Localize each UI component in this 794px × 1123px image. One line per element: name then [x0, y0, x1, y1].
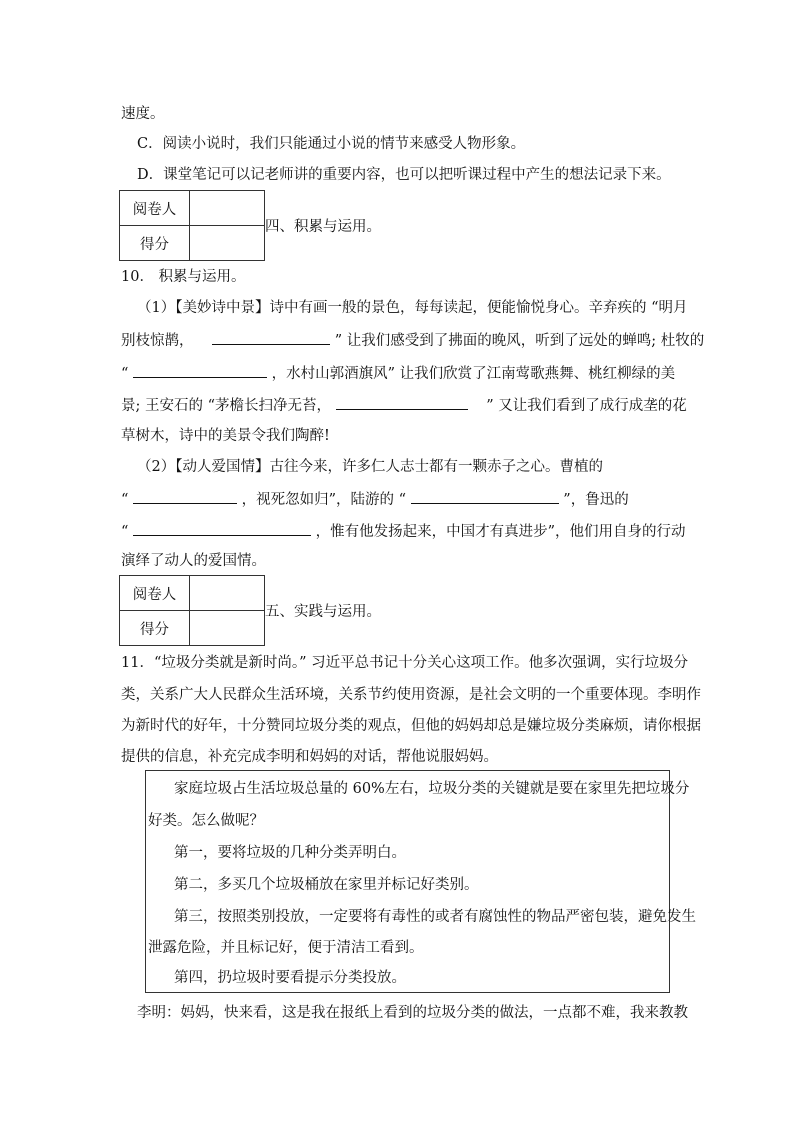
sub-question-1: （1）【美妙诗中景】诗中有画一般的景色，每每读起，便能愉悦身心。辛弃疾的 “明月	[137, 300, 688, 316]
answer-blank[interactable]	[133, 520, 311, 536]
score-cell	[190, 611, 265, 646]
dialogue-line: 李明：妈妈，快来看，这是我在报纸上看到的垃圾分类的做法，一点都不难，我来教教	[137, 1005, 688, 1021]
question-10-title: 10． 积累与运用。	[121, 269, 246, 285]
score-label: 得分	[120, 611, 190, 646]
score-label: 得分	[120, 226, 190, 261]
text-line: 速度。	[121, 106, 165, 122]
option-d: D．课堂笔记可以记老师讲的重要内容，也可以把听课过程中产生的想法记录下来。	[137, 167, 671, 183]
text-line	[121, 520, 686, 542]
sub-question-2: （2）【动人爱国情】古往今来，许多仁人志士都有一颗赤子之心。曹植的	[137, 459, 603, 475]
score-table-four	[119, 190, 265, 261]
text-line: 提供的信息，补充完成李明和妈妈的对话，帮他说服妈妈。	[121, 749, 498, 765]
answer-blank[interactable]	[212, 329, 330, 345]
info-box	[145, 770, 696, 993]
box-line: 泄露危险，并且标记好，便于清洁工看到。	[148, 940, 424, 956]
question-11: 11．“垃圾分类就是新时尚。” 习近平总书记十分关心这项工作。他多次强调，实行垃圾分	[121, 655, 689, 671]
option-c: C．阅读小说时，我们只能通过小说的情节来感受人物形象。	[137, 136, 526, 152]
reader-label: 阅卷人	[120, 191, 190, 226]
box-line: 好类。怎么做呢？	[148, 813, 264, 829]
score-cell	[190, 226, 265, 261]
reader-label: 阅卷人	[120, 576, 190, 611]
text-fragment: ，视死忽如归”，陆游的 “	[241, 492, 407, 508]
text-fragment: 别枝惊鹊，	[121, 333, 194, 349]
text-fragment: ” 让我们感受到了拂面的晚风，听到了远处的蝉鸣; 杜牧的	[334, 333, 705, 349]
answer-blank[interactable]	[133, 488, 237, 504]
reader-cell	[190, 191, 265, 226]
text-fragment: ，惟有他发扬起来，中国才有真进步”，他们用自身的行动	[315, 524, 686, 540]
text-line: 草树木，诗中的美景令我们陶醉!	[121, 428, 330, 444]
score-table-five	[119, 575, 265, 646]
answer-blank[interactable]	[133, 362, 267, 378]
box-line: 第四，扔垃圾时要看提示分类投放。	[174, 970, 406, 986]
section-four-title: 四、积累与运用。	[265, 219, 381, 235]
text-line: 为新时代的好年，十分赞同垃圾分类的观点，但他的妈妈却总是嫌垃圾分类麻烦，请你根据	[121, 718, 701, 734]
box-line: 第三，按照类别投放，一定要将有毒性的或者有腐蚀性的物品严密包装，避免发生	[174, 909, 696, 925]
box-line: 家庭垃圾占生活垃圾总量的 60%左右，垃圾分类的关键就是要在家里先把垃圾分	[174, 781, 690, 797]
section-five-title: 五、实践与运用。	[265, 604, 381, 620]
answer-blank[interactable]	[336, 394, 468, 410]
text-fragment: ”，鲁迅的	[563, 492, 629, 508]
box-line: 第二，多买几个垃圾桶放在家里并标记好类别。	[174, 877, 479, 893]
answer-blank[interactable]	[411, 488, 559, 504]
text-line: 类，关系广大人民群众生活环境，关系节约使用资源，是社会文明的一个重要体现。李明作	[121, 687, 701, 703]
text-line	[121, 394, 687, 416]
text-line	[121, 329, 704, 351]
text-fragment: 景; 王安石的 “茅檐长扫净无苔，	[121, 398, 332, 414]
text-fragment: “	[121, 524, 134, 540]
text-fragment: ” 又让我们看到了成行成垄的花	[486, 398, 687, 414]
text-line: 演绎了动人的爱国情。	[121, 553, 266, 569]
text-fragment: ，水村山郭酒旗风” 让我们欣赏了江南莺歌燕舞、桃红柳绿的美	[271, 366, 676, 382]
text-line	[121, 362, 675, 384]
text-fragment: “	[121, 492, 129, 508]
text-line	[121, 488, 629, 510]
box-line: 第一，要将垃圾的几种分类弄明白。	[174, 845, 406, 861]
reader-cell	[190, 576, 265, 611]
text-fragment: “	[121, 366, 129, 382]
